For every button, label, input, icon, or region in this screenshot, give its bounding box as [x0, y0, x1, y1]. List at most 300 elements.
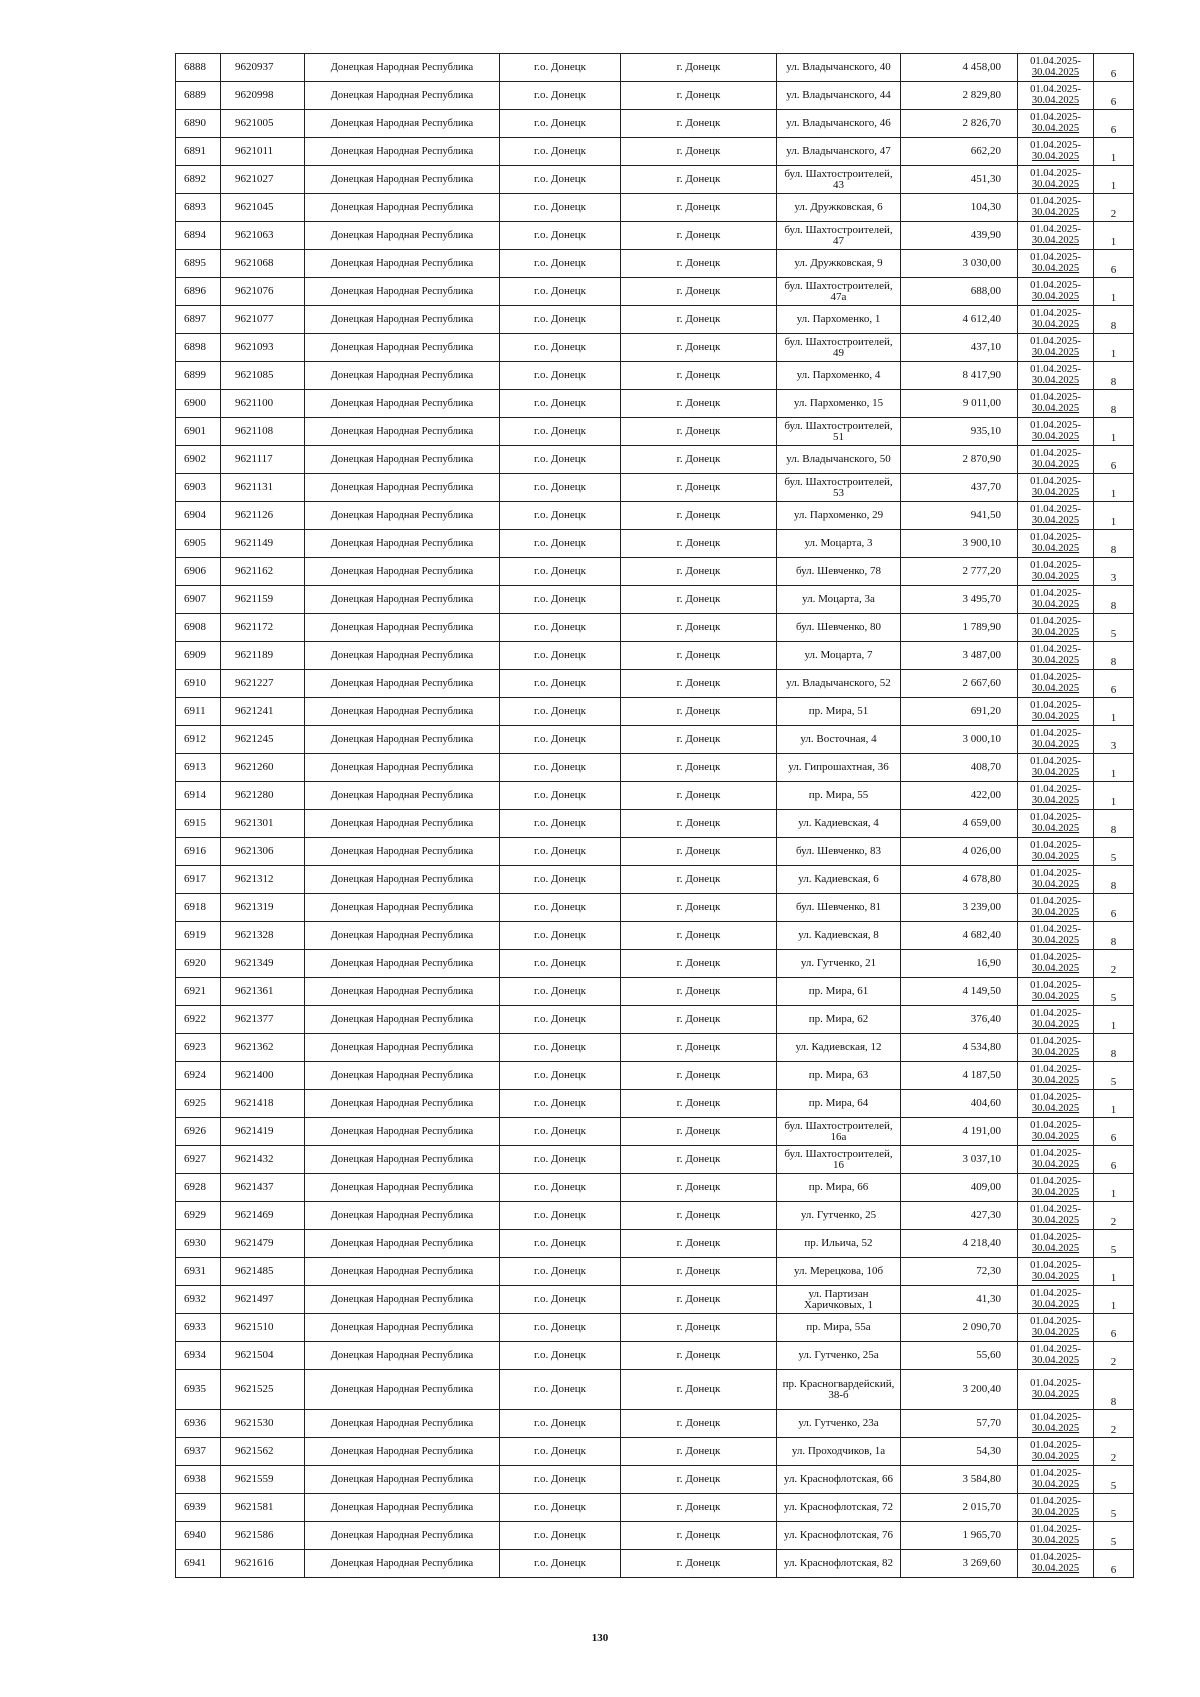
district-name: г.о. Донецк [500, 1438, 621, 1466]
street-address: пр. Красногвардейский, 38-б [777, 1370, 901, 1410]
period-start: 01.04.2025- [1030, 840, 1081, 851]
row-number: 6921 [176, 978, 221, 1006]
period-start: 01.04.2025- [1030, 1316, 1081, 1327]
district-name: г.о. Донецк [500, 54, 621, 82]
street-address: пр. Мира, 55а [777, 1314, 901, 1342]
district-name: г.о. Донецк [500, 390, 621, 418]
district-name: г.о. Донецк [500, 1466, 621, 1494]
street-address: ул. Пархоменко, 15 [777, 390, 901, 418]
region-name: Донецкая Народная Республика [305, 1202, 500, 1230]
building-area: 2 667,60 [901, 670, 1018, 698]
street-address: бул. Шахтостроителей, 47 [777, 222, 901, 250]
building-area: 8 417,90 [901, 362, 1018, 390]
district-name: г.о. Донецк [500, 642, 621, 670]
period-start: 01.04.2025- [1030, 1440, 1081, 1451]
district-name: г.о. Донецк [500, 278, 621, 306]
period-start: 01.04.2025- [1030, 1064, 1081, 1075]
table-row [176, 1090, 1134, 1118]
building-area: 41,30 [901, 1286, 1018, 1314]
object-code: 9621616 [221, 1550, 305, 1578]
object-code: 9621100 [221, 390, 305, 418]
count-cell: 5 [1094, 838, 1134, 866]
object-code: 9621149 [221, 530, 305, 558]
district-name: г.о. Донецк [500, 782, 621, 810]
count-cell: 1 [1094, 782, 1134, 810]
city-name: г. Донецк [621, 1146, 777, 1174]
street-address: ул. Кадиевская, 8 [777, 922, 901, 950]
street-address: ул. Кадиевская, 4 [777, 810, 901, 838]
region-name: Донецкая Народная Республика [305, 502, 500, 530]
city-name: г. Донецк [621, 922, 777, 950]
city-name: г. Донецк [621, 194, 777, 222]
object-code: 9621159 [221, 586, 305, 614]
object-code: 9621328 [221, 922, 305, 950]
city-name: г. Донецк [621, 1342, 777, 1370]
district-name: г.о. Донецк [500, 502, 621, 530]
row-number: 6893 [176, 194, 221, 222]
city-name: г. Донецк [621, 1550, 777, 1578]
count-cell: 6 [1094, 1146, 1134, 1174]
street-address: ул. Владычанского, 52 [777, 670, 901, 698]
region-name: Донецкая Народная Республика [305, 866, 500, 894]
district-name: г.о. Донецк [500, 726, 621, 754]
building-area: 4 534,80 [901, 1034, 1018, 1062]
district-name: г.о. Донецк [500, 1522, 621, 1550]
period-start: 01.04.2025- [1030, 1378, 1081, 1389]
region-name: Донецкая Народная Республика [305, 194, 500, 222]
object-code: 9621005 [221, 110, 305, 138]
city-name: г. Донецк [621, 670, 777, 698]
row-number: 6909 [176, 642, 221, 670]
city-name: г. Донецк [621, 978, 777, 1006]
street-address: ул. Краснофлотская, 82 [777, 1550, 901, 1578]
district-name: г.о. Донецк [500, 1034, 621, 1062]
region-name: Донецкая Народная Республика [305, 250, 500, 278]
object-code: 9621530 [221, 1410, 305, 1438]
table-row [176, 334, 1134, 362]
building-area: 688,00 [901, 278, 1018, 306]
count-cell: 3 [1094, 726, 1134, 754]
region-name: Донецкая Народная Республика [305, 1006, 500, 1034]
period-end: 30.04.2025 [1031, 178, 1080, 190]
region-name: Донецкая Народная Республика [305, 222, 500, 250]
district-name: г.о. Донецк [500, 614, 621, 642]
table-row [176, 1062, 1134, 1090]
count-cell: 1 [1094, 334, 1134, 362]
count-cell: 8 [1094, 390, 1134, 418]
period-start: 01.04.2025- [1030, 532, 1081, 543]
table-row [176, 1438, 1134, 1466]
street-address: бул. Шевченко, 81 [777, 894, 901, 922]
period-cell [1018, 838, 1094, 866]
table-row [176, 166, 1134, 194]
object-code: 9621011 [221, 138, 305, 166]
table-row [176, 1146, 1134, 1174]
table-row [176, 1230, 1134, 1258]
count-cell: 6 [1094, 54, 1134, 82]
period-cell [1018, 1466, 1094, 1494]
building-area: 16,90 [901, 950, 1018, 978]
street-address: ул. Моцарта, 7 [777, 642, 901, 670]
district-name: г.о. Донецк [500, 866, 621, 894]
district-name: г.о. Донецк [500, 1090, 621, 1118]
period-end: 30.04.2025 [1031, 402, 1080, 414]
row-number: 6924 [176, 1062, 221, 1090]
row-number: 6930 [176, 1230, 221, 1258]
table-row [176, 698, 1134, 726]
count-cell: 2 [1094, 950, 1134, 978]
table-row [176, 754, 1134, 782]
object-code: 9621093 [221, 334, 305, 362]
period-cell [1018, 1090, 1094, 1118]
row-number: 6908 [176, 614, 221, 642]
period-end: 30.04.2025 [1031, 542, 1080, 554]
district-name: г.о. Донецк [500, 1494, 621, 1522]
building-area: 941,50 [901, 502, 1018, 530]
period-start: 01.04.2025- [1030, 1260, 1081, 1271]
period-cell [1018, 1062, 1094, 1090]
city-name: г. Донецк [621, 1118, 777, 1146]
period-end: 30.04.2025 [1031, 710, 1080, 722]
period-start: 01.04.2025- [1030, 308, 1081, 319]
building-area: 4 659,00 [901, 810, 1018, 838]
building-area: 4 458,00 [901, 54, 1018, 82]
row-number: 6914 [176, 782, 221, 810]
period-end: 30.04.2025 [1031, 1478, 1080, 1490]
region-name: Донецкая Народная Республика [305, 586, 500, 614]
city-name: г. Донецк [621, 1466, 777, 1494]
period-cell [1018, 474, 1094, 502]
district-name: г.о. Донецк [500, 978, 621, 1006]
row-number: 6915 [176, 810, 221, 838]
period-start: 01.04.2025- [1030, 1232, 1081, 1243]
building-area: 4 026,00 [901, 838, 1018, 866]
region-name: Донецкая Народная Республика [305, 1410, 500, 1438]
count-cell: 1 [1094, 1174, 1134, 1202]
table-row [176, 838, 1134, 866]
count-cell: 8 [1094, 642, 1134, 670]
object-code: 9621131 [221, 474, 305, 502]
object-code: 9621361 [221, 978, 305, 1006]
region-name: Донецкая Народная Республика [305, 670, 500, 698]
period-end: 30.04.2025 [1031, 66, 1080, 78]
street-address: бул. Шахтостроителей, 53 [777, 474, 901, 502]
building-area: 422,00 [901, 782, 1018, 810]
city-name: г. Донецк [621, 558, 777, 586]
page-number: 130 [591, 1632, 609, 1644]
building-area: 9 011,00 [901, 390, 1018, 418]
period-cell [1018, 1370, 1094, 1410]
city-name: г. Донецк [621, 446, 777, 474]
street-address: бул. Шахтостроителей, 16 [777, 1146, 901, 1174]
region-name: Донецкая Народная Республика [305, 446, 500, 474]
district-name: г.о. Донецк [500, 418, 621, 446]
table-row [176, 306, 1134, 334]
object-code: 9621400 [221, 1062, 305, 1090]
period-cell [1018, 586, 1094, 614]
count-cell: 8 [1094, 810, 1134, 838]
object-code: 9621312 [221, 866, 305, 894]
building-area: 72,30 [901, 1258, 1018, 1286]
district-name: г.о. Донецк [500, 306, 621, 334]
region-name: Донецкая Народная Республика [305, 1034, 500, 1062]
period-cell [1018, 698, 1094, 726]
period-end: 30.04.2025 [1031, 486, 1080, 498]
table-row [176, 194, 1134, 222]
building-area: 439,90 [901, 222, 1018, 250]
building-area: 376,40 [901, 1006, 1018, 1034]
object-code: 9621581 [221, 1494, 305, 1522]
period-start: 01.04.2025- [1030, 756, 1081, 767]
row-number: 6906 [176, 558, 221, 586]
street-address: ул. Владычанского, 47 [777, 138, 901, 166]
row-number: 6892 [176, 166, 221, 194]
row-number: 6911 [176, 698, 221, 726]
city-name: г. Донецк [621, 390, 777, 418]
count-cell: 2 [1094, 1410, 1134, 1438]
table-row [176, 82, 1134, 110]
region-name: Донецкая Народная Республика [305, 334, 500, 362]
street-address: бул. Шахтостроителей, 16а [777, 1118, 901, 1146]
building-area: 437,10 [901, 334, 1018, 362]
period-end: 30.04.2025 [1031, 682, 1080, 694]
count-cell: 1 [1094, 1090, 1134, 1118]
object-code: 9621280 [221, 782, 305, 810]
street-address: ул. Гипрошахтная, 36 [777, 754, 901, 782]
building-area: 691,20 [901, 698, 1018, 726]
region-name: Донецкая Народная Республика [305, 1230, 500, 1258]
table-row [176, 54, 1134, 82]
period-start: 01.04.2025- [1030, 84, 1081, 95]
city-name: г. Донецк [621, 1230, 777, 1258]
period-end: 30.04.2025 [1031, 374, 1080, 386]
period-start: 01.04.2025- [1030, 644, 1081, 655]
city-name: г. Донецк [621, 810, 777, 838]
object-code: 9621525 [221, 1370, 305, 1410]
row-number: 6910 [176, 670, 221, 698]
count-cell: 5 [1094, 1466, 1134, 1494]
period-end: 30.04.2025 [1031, 1450, 1080, 1462]
city-name: г. Донецк [621, 866, 777, 894]
table-row [176, 978, 1134, 1006]
building-area: 4 678,80 [901, 866, 1018, 894]
row-number: 6939 [176, 1494, 221, 1522]
table-row [176, 1286, 1134, 1314]
object-code: 9621432 [221, 1146, 305, 1174]
object-code: 9621319 [221, 894, 305, 922]
period-start: 01.04.2025- [1030, 420, 1081, 431]
city-name: г. Донецк [621, 782, 777, 810]
street-address: ул. Кадиевская, 6 [777, 866, 901, 894]
period-end: 30.04.2025 [1031, 430, 1080, 442]
district-name: г.о. Донецк [500, 894, 621, 922]
city-name: г. Донецк [621, 1202, 777, 1230]
period-end: 30.04.2025 [1031, 1130, 1080, 1142]
region-name: Донецкая Народная Республика [305, 530, 500, 558]
street-address: ул. Владычанского, 50 [777, 446, 901, 474]
row-number: 6929 [176, 1202, 221, 1230]
object-code: 9621260 [221, 754, 305, 782]
period-cell [1018, 558, 1094, 586]
building-area: 2 826,70 [901, 110, 1018, 138]
city-name: г. Донецк [621, 950, 777, 978]
count-cell: 1 [1094, 754, 1134, 782]
period-cell [1018, 1438, 1094, 1466]
region-name: Донецкая Народная Республика [305, 362, 500, 390]
district-name: г.о. Донецк [500, 1062, 621, 1090]
region-name: Донецкая Народная Республика [305, 558, 500, 586]
district-name: г.о. Донецк [500, 586, 621, 614]
period-end: 30.04.2025 [1031, 122, 1080, 134]
period-cell [1018, 390, 1094, 418]
object-code: 9621027 [221, 166, 305, 194]
row-number: 6923 [176, 1034, 221, 1062]
count-cell: 1 [1094, 418, 1134, 446]
street-address: ул. Партизан Харичковых, 1 [777, 1286, 901, 1314]
period-end: 30.04.2025 [1031, 1074, 1080, 1086]
street-address: бул. Шахтостроителей, 51 [777, 418, 901, 446]
row-number: 6902 [176, 446, 221, 474]
table-row [176, 1370, 1134, 1410]
count-cell: 8 [1094, 362, 1134, 390]
region-name: Донецкая Народная Республика [305, 418, 500, 446]
city-name: г. Донецк [621, 222, 777, 250]
city-name: г. Донецк [621, 278, 777, 306]
building-area: 57,70 [901, 1410, 1018, 1438]
period-end: 30.04.2025 [1031, 1214, 1080, 1226]
region-name: Донецкая Народная Республика [305, 1090, 500, 1118]
period-start: 01.04.2025- [1030, 1148, 1081, 1159]
region-name: Донецкая Народная Республика [305, 1370, 500, 1410]
object-code: 9620937 [221, 54, 305, 82]
period-end: 30.04.2025 [1031, 514, 1080, 526]
object-code: 9621301 [221, 810, 305, 838]
period-start: 01.04.2025- [1030, 504, 1081, 515]
count-cell: 2 [1094, 194, 1134, 222]
street-address: ул. Моцарта, 3 [777, 530, 901, 558]
row-number: 6922 [176, 1006, 221, 1034]
period-cell [1018, 1230, 1094, 1258]
table-row [176, 474, 1134, 502]
object-code: 9621418 [221, 1090, 305, 1118]
period-end: 30.04.2025 [1031, 1102, 1080, 1114]
table-row [176, 138, 1134, 166]
period-cell [1018, 502, 1094, 530]
period-cell [1018, 306, 1094, 334]
period-cell [1018, 1494, 1094, 1522]
object-code: 9621108 [221, 418, 305, 446]
row-number: 6925 [176, 1090, 221, 1118]
district-name: г.о. Донецк [500, 530, 621, 558]
district-name: г.о. Донецк [500, 922, 621, 950]
building-area: 3 239,00 [901, 894, 1018, 922]
period-end: 30.04.2025 [1031, 990, 1080, 1002]
street-address: ул. Пархоменко, 29 [777, 502, 901, 530]
object-code: 9620998 [221, 82, 305, 110]
period-cell [1018, 82, 1094, 110]
period-cell [1018, 530, 1094, 558]
city-name: г. Донецк [621, 1174, 777, 1202]
district-name: г.о. Донецк [500, 1410, 621, 1438]
region-name: Донецкая Народная Республика [305, 698, 500, 726]
period-end: 30.04.2025 [1031, 570, 1080, 582]
region-name: Донецкая Народная Республика [305, 138, 500, 166]
count-cell: 1 [1094, 138, 1134, 166]
period-start: 01.04.2025- [1030, 896, 1081, 907]
row-number: 6899 [176, 362, 221, 390]
building-area: 409,00 [901, 1174, 1018, 1202]
region-name: Донецкая Народная Республика [305, 1286, 500, 1314]
district-name: г.о. Донецк [500, 670, 621, 698]
count-cell: 6 [1094, 82, 1134, 110]
period-start: 01.04.2025- [1030, 392, 1081, 403]
period-end: 30.04.2025 [1031, 1046, 1080, 1058]
period-start: 01.04.2025- [1030, 280, 1081, 291]
street-address: ул. Мерецкова, 10б [777, 1258, 901, 1286]
object-code: 9621562 [221, 1438, 305, 1466]
city-name: г. Донецк [621, 110, 777, 138]
city-name: г. Донецк [621, 530, 777, 558]
period-end: 30.04.2025 [1031, 1242, 1080, 1254]
district-name: г.о. Донецк [500, 250, 621, 278]
period-end: 30.04.2025 [1031, 822, 1080, 834]
period-end: 30.04.2025 [1031, 234, 1080, 246]
object-code: 9621377 [221, 1006, 305, 1034]
street-address: пр. Мира, 55 [777, 782, 901, 810]
building-area: 2 090,70 [901, 1314, 1018, 1342]
period-cell [1018, 670, 1094, 698]
count-cell: 5 [1094, 614, 1134, 642]
row-number: 6888 [176, 54, 221, 82]
table-row [176, 922, 1134, 950]
row-number: 6891 [176, 138, 221, 166]
city-name: г. Донецк [621, 1006, 777, 1034]
period-cell [1018, 54, 1094, 82]
region-name: Донецкая Народная Республика [305, 978, 500, 1006]
count-cell: 8 [1094, 1370, 1134, 1410]
count-cell: 2 [1094, 1342, 1134, 1370]
table-row [176, 446, 1134, 474]
period-cell [1018, 250, 1094, 278]
period-start: 01.04.2025- [1030, 700, 1081, 711]
city-name: г. Донецк [621, 1034, 777, 1062]
building-area: 437,70 [901, 474, 1018, 502]
region-name: Донецкая Народная Республика [305, 614, 500, 642]
district-name: г.о. Донецк [500, 1550, 621, 1578]
period-start: 01.04.2025- [1030, 924, 1081, 935]
object-code: 9621162 [221, 558, 305, 586]
table-row [176, 1550, 1134, 1578]
district-name: г.о. Донецк [500, 334, 621, 362]
street-address: ул. Кадиевская, 12 [777, 1034, 901, 1062]
period-end: 30.04.2025 [1031, 1562, 1080, 1574]
table-row [176, 1410, 1134, 1438]
building-area: 4 612,40 [901, 306, 1018, 334]
street-address: пр. Мира, 64 [777, 1090, 901, 1118]
period-cell [1018, 334, 1094, 362]
district-name: г.о. Донецк [500, 838, 621, 866]
table-row [176, 1118, 1134, 1146]
district-name: г.о. Донецк [500, 474, 621, 502]
count-cell: 1 [1094, 1006, 1134, 1034]
row-number: 6926 [176, 1118, 221, 1146]
row-number: 6896 [176, 278, 221, 306]
period-cell [1018, 782, 1094, 810]
city-name: г. Донецк [621, 1314, 777, 1342]
street-address: ул. Гутченко, 23а [777, 1410, 901, 1438]
row-number: 6941 [176, 1550, 221, 1578]
table-row [176, 1494, 1134, 1522]
